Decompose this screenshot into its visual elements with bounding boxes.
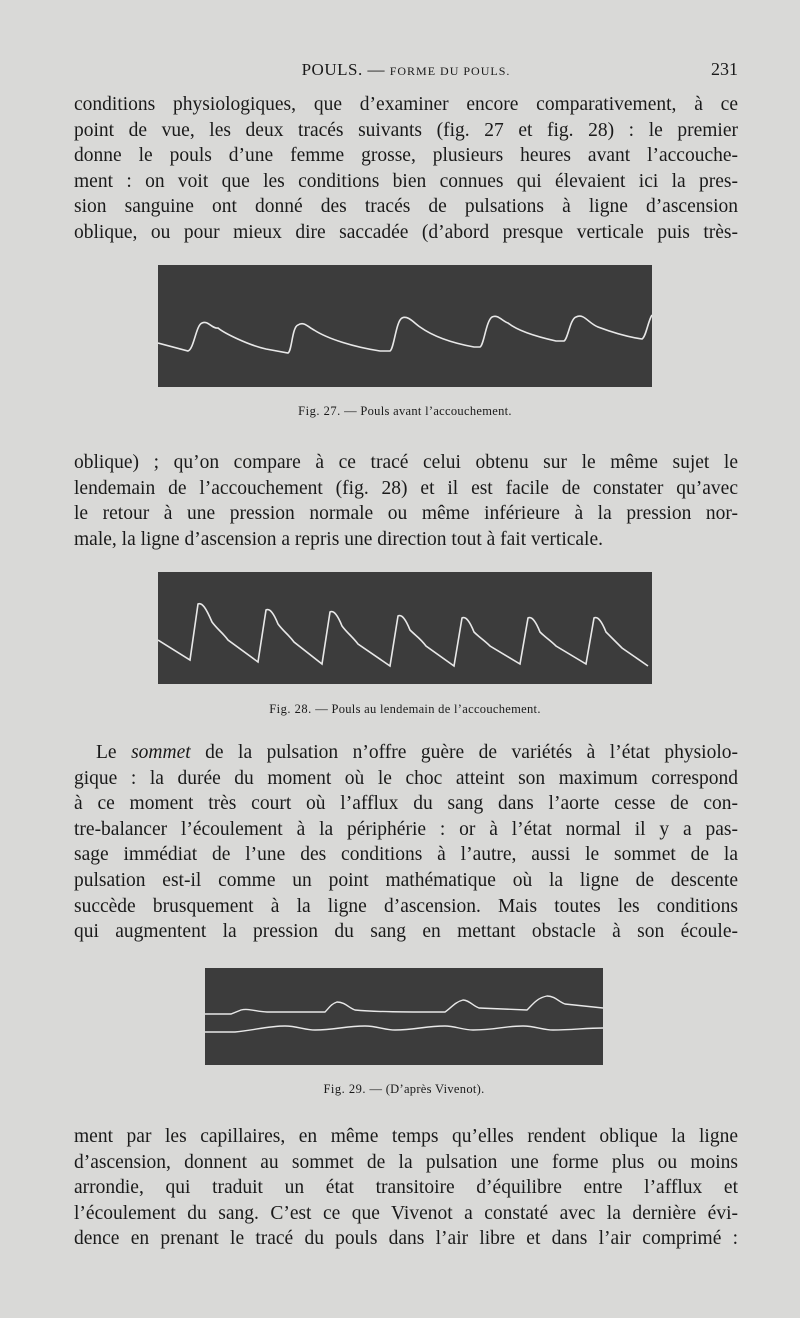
figure-28-caption xyxy=(158,702,652,717)
header-title xyxy=(74,60,738,80)
text-line xyxy=(74,740,738,766)
figure-27-caption-text: — Pouls avant l’accouchement. xyxy=(344,404,512,418)
figure-27-caption xyxy=(158,404,652,419)
header-title-dash: — xyxy=(367,60,385,79)
text-line: succède brusquement à la ligne d’ascension. Mais toutes les conditions xyxy=(74,895,738,917)
paragraph-4 xyxy=(74,1124,738,1252)
page-number: 231 xyxy=(711,59,738,79)
text-line: donne le pouls d’une femme grosse, plusieurs heures avant l’accouche- xyxy=(74,145,738,167)
figure-29-svg xyxy=(205,968,603,1065)
figure-29-caption xyxy=(205,1082,603,1097)
pulse-trace-28 xyxy=(158,604,648,666)
text-line: oblique) ; qu’on compare à ce tracé celui obtenu sur le même sujet le xyxy=(74,452,738,473)
header-title-sub: FORME DU POULS. xyxy=(389,64,511,78)
paragraph-3-first-line-rest: de la pulsation n’offre guère de variétés à l’état physiolo- xyxy=(205,742,739,763)
text-line: oblique, ou pour mieux dire saccadée (d’abord presque verticale puis très- xyxy=(74,221,738,243)
figure-27-pulse-tracing xyxy=(158,265,652,387)
paragraph-2 xyxy=(74,450,738,552)
figure-29-pulse-tracing xyxy=(205,968,603,1065)
text-line: sage immédiat de l’une des conditions à l’autre, aussi le sommet de la xyxy=(74,844,738,866)
text-line: point de vue, les deux tracés suivants (fig. 27 et fig. 28) : le premier xyxy=(74,119,738,141)
text-line: sion sanguine ont donné des tracés de pulsations à ligne d’ascension xyxy=(74,196,738,218)
pulse-trace-27 xyxy=(158,315,652,353)
figure-28-label: Fig. 28. xyxy=(269,702,312,716)
paragraph-1 xyxy=(74,92,738,246)
pulse-trace-29-upper xyxy=(205,996,603,1014)
figure-28-svg xyxy=(158,572,652,684)
figure-27-svg xyxy=(158,265,652,387)
header-title-main: POULS. xyxy=(301,60,363,79)
text-line: le retour à une pression normale ou même inférieure à la pression nor- xyxy=(74,503,738,525)
paragraph-3-italic-word: sommet xyxy=(131,742,191,763)
paragraph-3-start: Le xyxy=(96,742,117,763)
figure-28-caption-text: — Pouls au lendemain de l’accouchement. xyxy=(315,702,541,716)
text-line: ment par les capillaires, en même temps qu’elles rendent oblique la ligne xyxy=(74,1126,738,1147)
figure-28-pulse-tracing xyxy=(158,572,652,684)
figure-29-label: Fig. 29. xyxy=(323,1082,367,1096)
paragraph-3 xyxy=(74,740,738,945)
figure-29-caption-text: — (D’après Vivenot). xyxy=(369,1082,485,1096)
text-line: d’ascension, donnent au sommet de la pulsation une forme plus ou moins xyxy=(74,1151,738,1173)
running-header xyxy=(74,58,738,86)
text-line: male, la ligne d’ascension a repris une direction tout à fait verticale. xyxy=(74,528,603,550)
text-line: dence en prenant le tracé du pouls dans l’air libre et dans l’air comprimé : xyxy=(74,1228,738,1250)
text-line: l’écoulement du sang. C’est ce que Vivenot a constaté avec la dernière évi- xyxy=(74,1202,738,1224)
text-line: tre-balancer l’écoulement à la périphérie : or à l’état normal il y a pas- xyxy=(74,818,738,840)
text-line: qui augmentent la pression du sang en mettant obstacle à son écoule- xyxy=(74,921,738,943)
text-line: à ce moment très court où l’afflux du sang dans l’aorte cesse de con- xyxy=(74,793,738,815)
pulse-trace-29-lower xyxy=(205,1026,603,1032)
text-line: gique : la durée du moment où le choc atteint son maximum correspond xyxy=(74,767,738,789)
figure-27-label: Fig. 27. xyxy=(298,404,341,418)
text-line: conditions physiologiques, que d’examiner encore comparativement, à ce xyxy=(74,94,738,115)
text-line: ment : on voit que les conditions bien connues qui élevaient ici la pres- xyxy=(74,170,738,192)
text-line: pulsation est-il comme un point mathématique où la ligne de descente xyxy=(74,869,738,891)
text-line: arrondie, qui traduit un état transitoire d’équilibre entre l’afflux et xyxy=(74,1177,738,1199)
text-line: lendemain de l’accouchement (fig. 28) et il est facile de constater qu’avec xyxy=(74,477,738,499)
